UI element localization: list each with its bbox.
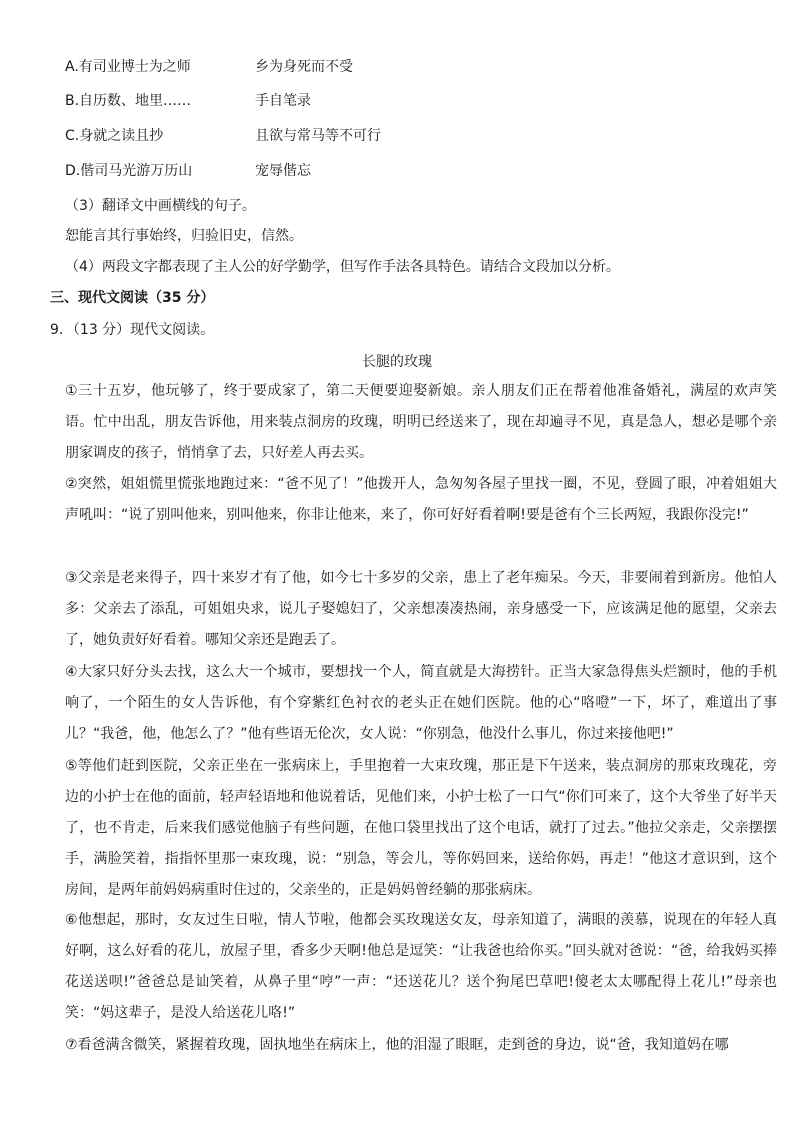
- article-title: 长腿的玫瑰: [362, 354, 432, 370]
- option-a-right: 乡为身死而不受: [255, 59, 353, 75]
- paragraph-1: ①三十五岁，他玩够了，终于要成家了，第二天便要迎娶新娘。亲人朋友们正在帮着他准备婚礼，满屋的欢声笑语。忙中出乱，朋友告诉他，用来装点洞房的玫瑰，明明已经送来了，现在却遍寻不见，真是急人，想必是哪个亲朋家调皮的孩子，悄悄拿了去，只好差人再去买。: [65, 383, 777, 461]
- paragraph-5: ⑤等他们赶到医院，父亲正坐在一张病床上，手里抱着一大束玫瑰，那正是下午送来，装点洞房的那束玫瑰花，旁边的小护士在他的面前，轻声轻语地和他说着话，见他们来，小护士松了一口气“你们可来了，这个大爷坐了好半天了，也不肯走，后来我们感觉他脑子有些问题，在他口袋里找出了这个电话，就打了过去。”他拉父亲走，父亲摆摆手，满脸笑着，指指怀里那一束玫瑰，说：“别急，等会儿，等你妈回来，送给你妈，再走！”他这才意识到，这个房间，是两年前妈妈病重时住过的，父亲坐的，正是妈妈曾经躺的那张病床。: [65, 758, 777, 898]
- question-3: （3）翻译文中画横线的句子。: [65, 198, 256, 214]
- paragraph-2: ②突然，姐姐慌里慌张地跑过来：“爸不见了！”他拨开人，急匆匆各屋子里找一圈，不见，登圆了眼，冲着姐姐大声吼叫：“说了别叫他来，别叫他来，你非让他来，来了，你可好好看着啊!要是爸有个三长两短，我跟你没完!”: [65, 476, 777, 523]
- option-c-right: 且欲与常马等不可行: [255, 128, 381, 144]
- paragraph-4: ④大家只好分头去找，这么大一个城市，要想找一个人，简直就是大海捞针。正当大家急得焦头烂额时，他的手机响了，一个陌生的女人告诉他，有个穿紫红色衬衣的老头正在她们医院。他的心“咯噔”一下，坏了，难道出了事儿？“我爸，他，他怎么了？”他有些语无伦次，女人说：“你别急，他没什么事儿，你过来接他吧!”: [65, 664, 777, 742]
- paragraph-3: ③父亲是老来得子，四十来岁才有了他，如今七十多岁的父亲，患上了老年痴呆。今天，非要闹着到新房。他怕人多：父亲去了添乱，可姐姐央求，说儿子娶媳妇了，父亲想凑凑热闹，亲身感受一下，应该满足他的愿望，父亲去了，她负责好好看着。哪知父亲还是跑丢了。: [65, 570, 777, 648]
- question-9: 9．（13 分）现代文阅读。: [50, 322, 215, 338]
- option-d-right: 宠辱偕忘: [255, 163, 311, 179]
- option-b-right: 手自笔录: [255, 93, 311, 109]
- option-b-left: B.自历数、地里……: [65, 93, 192, 109]
- section-heading: 三、现代文阅读（35 分）: [50, 290, 215, 306]
- option-c-left: C.身就之读且抄: [65, 128, 164, 144]
- option-d-left: D.偕司马光游万历山: [65, 163, 193, 179]
- option-a-left: A.有司业博士为之师: [65, 59, 191, 75]
- question-4: （4）两段文字都表现了主人公的好学勤学，但写作手法各具特色。请结合文段加以分析。: [65, 259, 620, 275]
- paragraph-7: ⑦看爸满含微笑，紧握着玫瑰，固执地坐在病床上，他的泪湿了眼眶，走到爸的身边，说“爸，我知道妈在哪: [65, 1037, 729, 1053]
- translation-sentence: 恕能言其行事始终，归验旧史，信然。: [65, 228, 303, 244]
- paragraph-6: ⑥他想起，那时，女友过生日啦，情人节啦，他都会买玫瑰送女友，母亲知道了，满眼的羡慕，说现在的年轻人真好啊，这么好看的花儿，放屋子里，香多少天啊!他总是逗笑：“让我爸也给你买。”回头就对爸说：“爸，给我妈买捧花送送呗!”爸爸总是讪笑着，从鼻子里“哼”一声：“还送花儿？送个狗尾巴草吧!傻老太太哪配得上花儿!”母亲也笑：“妈这辈子，是没人给送花儿咯!”: [65, 912, 777, 1021]
